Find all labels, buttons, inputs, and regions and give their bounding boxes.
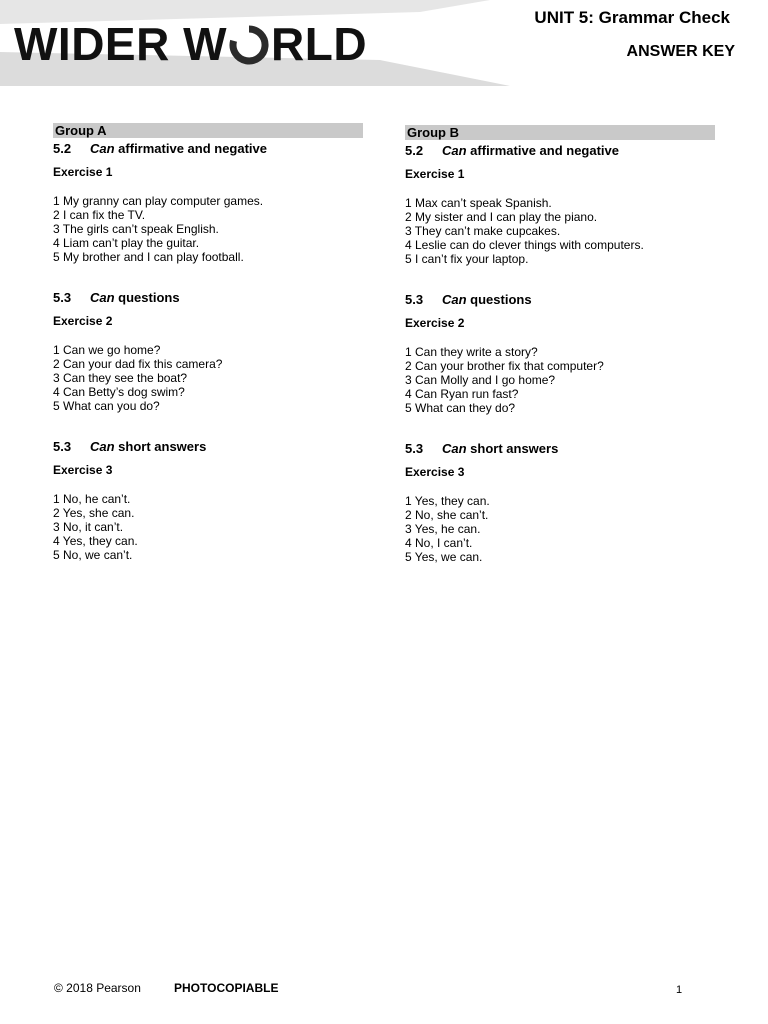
group-b-column (405, 125, 715, 564)
copyright-text: © 2018 Pearson (54, 981, 141, 995)
section-title-can: Can (90, 439, 115, 454)
answer-item: 1 Can we go home? (53, 343, 161, 357)
page-number: 1 (676, 984, 683, 996)
answer-item: 5 What can you do? (53, 399, 160, 413)
answer-key-heading: ANSWER KEY (626, 43, 735, 60)
exercise-label: Exercise 1 (405, 167, 465, 181)
answer-list (53, 343, 363, 413)
answer-list (53, 492, 363, 562)
section-number: 5.3 (53, 290, 72, 305)
section-number: 5.2 (53, 141, 72, 156)
answer-item: 5 My brother and I can play football. (53, 250, 244, 264)
section-title-can: Can (442, 292, 467, 307)
answer-item: 3 No, it can’t. (53, 520, 124, 534)
exercise-label: Exercise 2 (53, 314, 113, 328)
section-title-can: Can (442, 143, 467, 158)
answer-item: 1 No, he can’t. (53, 492, 131, 506)
section-title (53, 141, 363, 157)
answer-item: 5 Yes, we can. (405, 550, 483, 564)
logo-text-part2: RLD (271, 18, 368, 70)
logo-ring-icon (229, 25, 269, 65)
section (53, 290, 363, 413)
section (405, 292, 715, 415)
section-title-rest: affirmative and negative (114, 141, 268, 156)
section-title (405, 292, 715, 308)
group-a-label: Group A (53, 123, 363, 138)
answer-item: 4 Yes, they can. (53, 534, 138, 548)
answer-item: 1 Yes, they can. (405, 494, 490, 508)
section (405, 143, 715, 266)
section-title (405, 143, 715, 159)
section-title-can: Can (442, 441, 467, 456)
section-title-rest: short answers (466, 441, 559, 456)
answer-list (405, 494, 715, 564)
section-title-can: Can (90, 290, 115, 305)
answer-item: 4 Leslie can do clever things with computers. (405, 238, 644, 252)
section-title (405, 441, 715, 457)
section-number: 5.3 (53, 439, 72, 454)
answer-item: 2 I can fix the TV. (53, 208, 146, 222)
exercise-label: Exercise 1 (53, 165, 113, 179)
photocopiable-label: PHOTOCOPIABLE (174, 981, 279, 995)
answer-item: 5 No, we can’t. (53, 548, 133, 562)
answer-item: 3 They can’t make cupcakes. (405, 224, 561, 238)
group-b-label: Group B (405, 125, 715, 140)
exercise-label: Exercise 2 (405, 316, 465, 330)
answer-item: 3 The girls can’t speak English. (53, 222, 219, 236)
group-a-column (53, 123, 363, 562)
answer-item: 4 Liam can’t play the guitar. (53, 236, 200, 250)
section (405, 441, 715, 564)
section-number: 5.3 (405, 292, 424, 307)
answer-item: 4 Can Betty’s dog swim? (53, 385, 185, 399)
answer-item: 1 Max can’t speak Spanish. (405, 196, 552, 210)
answer-item: 2 Yes, she can. (53, 506, 135, 520)
section-title-can: Can (90, 141, 115, 156)
section-title-rest: questions (114, 290, 180, 305)
section-title-rest: affirmative and negative (466, 143, 620, 158)
answer-item: 1 My granny can play computer games. (53, 194, 264, 208)
answer-list (405, 196, 715, 266)
answer-item: 2 My sister and I can play the piano. (405, 210, 598, 224)
section (53, 141, 363, 264)
exercise-label: Exercise 3 (405, 465, 465, 479)
wider-world-logo (14, 16, 367, 72)
answer-item: 3 Can they see the boat? (53, 371, 188, 385)
section-title-rest: questions (466, 292, 532, 307)
answer-list (405, 345, 715, 415)
section-title (53, 290, 363, 306)
section (53, 439, 363, 562)
answer-item: 5 What can they do? (405, 401, 516, 415)
section-title (53, 439, 363, 455)
answer-item: 2 Can your dad fix this camera? (53, 357, 223, 371)
section-title-rest: short answers (114, 439, 207, 454)
answer-item: 2 No, she can’t. (405, 508, 489, 522)
answer-item: 4 Can Ryan run fast? (405, 387, 519, 401)
section-number: 5.3 (405, 441, 424, 456)
answer-item: 4 No, I can’t. (405, 536, 473, 550)
exercise-label: Exercise 3 (53, 463, 113, 477)
answer-item: 3 Can Molly and I go home? (405, 373, 556, 387)
answer-item: 5 I can’t fix your laptop. (405, 252, 529, 266)
section-number: 5.2 (405, 143, 424, 158)
unit-title: UNIT 5: Grammar Check (534, 8, 730, 27)
answer-item: 1 Can they write a story? (405, 345, 538, 359)
answer-list (53, 194, 363, 264)
answer-item: 3 Yes, he can. (405, 522, 481, 536)
logo-text-part1: WIDER W (14, 18, 228, 70)
answer-item: 2 Can your brother fix that computer? (405, 359, 604, 373)
